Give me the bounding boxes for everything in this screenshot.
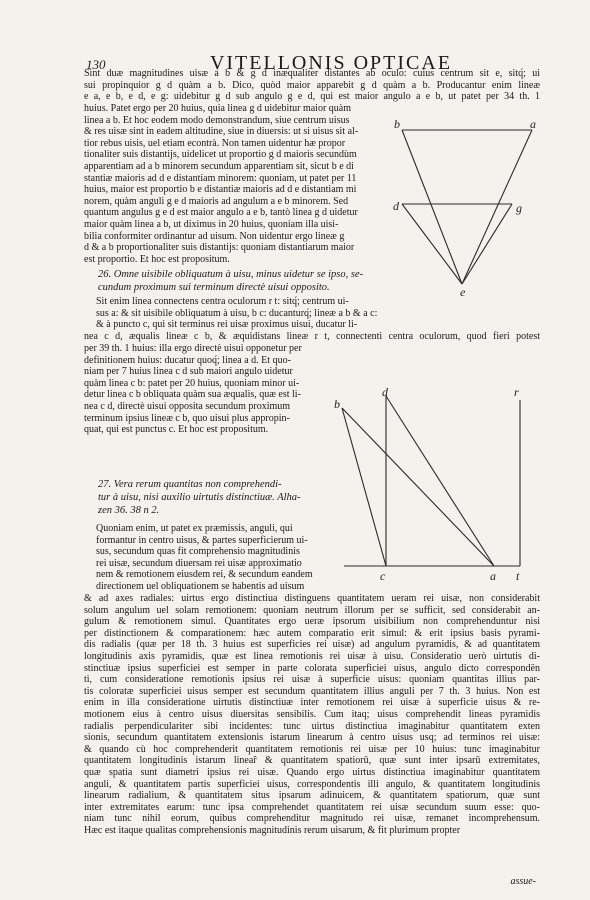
block2-full-line — [84, 331, 540, 343]
text-line: linearum radialium, & quantitatem situs ipsarum adinuicem, & quantitatem spatiorum, quæ sunt — [84, 790, 540, 802]
text-line: per 39 th. 1 huius: illa ergo directè uisui opponetur per — [84, 343, 302, 354]
text-line: nea c d, directè uisui opposita secundum proximum — [84, 400, 291, 412]
text-line: d & a b proportionaliter suis distantijs: quoniam distantiarum maior — [84, 242, 355, 254]
line-d-a — [386, 396, 494, 566]
text-line: apparentiam ad a b minorem secundum apparentiam sit, sicut b e di — [84, 160, 354, 172]
proposition-line: cundum proximum sui terminum directè uisui opposito. — [98, 282, 330, 293]
text-line: ti, cum consideratione remotionis ipsius rei uisæ à superficie uisus: quoniam quantitas illius par- — [84, 674, 540, 686]
block4-full-width — [84, 593, 540, 836]
proposition-27 — [98, 478, 338, 517]
text-line: nem & remotionem eiusdem rei, & secundum eandem — [96, 569, 313, 581]
text-line: maior quàm linea a b, ut diximus in 20 huius, quoniam illa uisi- — [84, 218, 339, 230]
text-line: sus, secundum quas fit comprehensio magnitudinis — [96, 546, 300, 558]
label-e: e — [460, 285, 466, 298]
text-line: motionem eius à centro uisus diuersitas sensibilis. Cum itaq; uisus comprehendit lineas pyramidis — [84, 708, 540, 720]
text-line: quæ spatia sunt diametri ipsius rei uisæ. Quando ergo uirtus distinctiua imaginabitur quantitatem — [84, 766, 540, 778]
text-line: gulum & remotionem simul. Quantitates ergo ueræ ipsorum uisibilium non comprehenduntur nisi — [84, 616, 540, 628]
block1-column — [84, 103, 396, 265]
block2-lines-a — [96, 296, 396, 331]
text-line: quàm linea c b: patet per 20 huius, quoniam minor ui- — [84, 377, 300, 389]
text-line: directionem uel obliquationem se habentis ad uisum — [96, 580, 305, 592]
line-g-e — [462, 204, 512, 284]
running-head: VITELLONIS OPTICAE — [209, 52, 453, 74]
text-line: & res uisæ sint in eadem altitudine, siue in diuersis: ut si uisus sit al- — [84, 126, 359, 138]
text-line: radialis perpendiculariter sibi incidentes: tunc uirtus distinctiua imaginabitur quantitatem exten — [84, 720, 540, 732]
text-line: longitudinis axis pyramidis, quæ est linea remotionis rei uisæ à uisu. Consideratio uerò uirtutis di- — [84, 650, 540, 662]
line-b-e — [402, 130, 462, 284]
text-line: terminum ipsius lineæ c b, quo uisui plus appropin- — [84, 412, 290, 424]
catchword: assue- — [510, 876, 536, 887]
line-b-a — [342, 408, 494, 566]
label-t: t — [516, 569, 520, 582]
text-line: detur linea c b obliquata quàm sua æqualis, quæ est li- — [84, 389, 301, 401]
label-b: b — [334, 397, 340, 411]
text-line: sionis, secundum quantitatem extensionis istarum linearum à centro uisus usq; ad terminos rei uisæ: — [84, 732, 540, 744]
text-line: enim in illa consideratione uirtutis distinctiuæ inter remotionem rei uisæ à superficie uisus & re- — [84, 697, 540, 709]
intro-full-lines — [84, 68, 540, 103]
text-line: dis radialis (quæ per 18 th. 3 huius est superficies rei uisæ) ad angulum pyramidis, & ad quantitatem — [84, 639, 540, 651]
text-line: sus a: & sit uisibile obliquatum à uisu, b c: ducanturq́; lineæ a b & a c: — [96, 307, 378, 319]
text-line: solum angulum uel solam remotionem: quoniam neutrum illorum per se sufficit, sed considerabit an- — [84, 604, 540, 616]
line-d-e — [402, 204, 462, 284]
text-line: quat, qui est punctus c. Et hoc est propositum. — [84, 424, 269, 436]
proposition-line: tur à uisu, nisi auxilio uirtutis distinctiuæ. Alha- — [98, 492, 301, 503]
text-line: tior rebus uisis, uel etiam econtrà. Non tamen uidentur hæ propor — [84, 137, 346, 149]
text-line: norem, quàm anguli g e d maioris ad angulum a e b minorem. Sed — [84, 195, 349, 207]
text-line: sui propinquior g d quàm a b. Dico, quòd maior apparebit g d quàm a b. Producantur enim lineæ — [84, 79, 540, 91]
block3-column — [96, 523, 336, 593]
text-line: e a, e b, e d, e g: uidebitur g d sub angulo g e d, qui est maior angulo a e b, ut patet per 34 th. 1 — [84, 91, 540, 103]
proposition-26 — [98, 268, 398, 294]
figure-2-diagram — [334, 386, 530, 582]
label-a: a — [490, 569, 496, 582]
label-d: d — [382, 386, 388, 399]
text-line: Quoniam enim, ut patet ex præmissis, anguli, qui — [96, 523, 293, 534]
block2-lines-b — [84, 343, 334, 436]
text-line: tis coloratæ superficiei uisus semper est secundum quantitatem illius anguli per 7 th. 3 huius. Non est — [84, 685, 540, 697]
text-line: per distinctionem & comparationem: hæc autem comparatio erit simul: & erit ipsius basis pyrami- — [84, 627, 540, 639]
text-line: est proportio. Et hoc est propositum. — [84, 253, 230, 265]
figure-1-diagram — [392, 118, 542, 298]
text-line: bilia conformiter ordinantur ad uisum. Non uidentur ergo lineæ g — [84, 230, 345, 242]
label-g: g — [516, 201, 522, 215]
page-number: 130 — [86, 57, 106, 72]
line-b-c — [342, 408, 386, 566]
text-line: huius. Patet ergo per 20 huius, quia linea g d uidebitur maior quàm — [84, 103, 351, 114]
label-r: r — [514, 386, 519, 399]
text-line: Hæc est itaque qualitas comprehensionis magnitudinis rerum uisarum, & fit plurimum propter — [84, 824, 461, 836]
text-line: stinctiuæ ipsius superficiei est semper in parte colorata superficiei uisus, angulo dicto correspondën — [84, 662, 540, 674]
text-line: quantum angulus g e d est maior angulo a e b, tantò linea g d uidetur — [84, 207, 358, 219]
text-line: & à puncto c, qui sit terminus rei uisæ proximus uisui, ducatur li- — [96, 319, 358, 331]
text-line: & ad axes radiales: uirtus ergo distinctiua distinguens quantitatem ueram rei uisæ, non considerabit — [84, 593, 540, 604]
label-d: d — [393, 199, 399, 213]
text-line: anguli, & quantitatem partis superficiei uisus, correspondentis illi angulo, & quantitatem longitudinis — [84, 778, 540, 790]
text-line: niam tunc nihil eorum, quibus comprehenditur magnitudo rei uisæ, remanet incomprehensum. — [84, 813, 540, 825]
text-line: definitionem huius: ducatur quoq́; linea a d. Et quo- — [84, 354, 291, 366]
text-line: quantitatem longitudinis istarum lineaȓ & quantitatem spatiorū, quæ sunt inter ipsarū extremitates, — [84, 755, 540, 767]
label-b: b — [394, 118, 400, 131]
text-line: huius, maior est proportio b e distantiæ maioris ad d e distantiam mi — [84, 184, 357, 196]
proposition-line: 26. Omne uisibile obliquatum à uisu, minus uidetur se ipso, se- — [98, 269, 364, 280]
label-a: a — [530, 118, 536, 131]
proposition-line: zen 36. 38 n 2. — [98, 505, 160, 516]
proposition-line: 27. Vera rerum quantitas non comprehendi- — [98, 479, 282, 490]
text-line: linea a b. Et hoc eodem modo demonstrandum, siue centrum uisus — [84, 114, 350, 126]
label-c: c — [380, 569, 386, 582]
text-line: nea c d, æqualis lineæ c b, & æquidistans lineæ r t, connectenti centra oculorum, quod fieri potest — [84, 331, 540, 342]
text-line: tionaliter suis distantijs, uidelicet ut proportio g d maioris secundùm — [84, 149, 357, 161]
text-line: niam per 7 huius linea c d sub maiori angulo uidetur — [84, 366, 293, 378]
text-line: stantiæ maioris ad d e distantiam minorem: quoniam, ut patet per 11 — [84, 172, 357, 184]
text-line: formantur in centro uisus, & partes superficierum ui- — [96, 534, 308, 546]
text-line: Sint duæ magnitudines uisæ a b & g d inæqualiter distantes ab oculo: cuius centrum sit e, sitq́; ui — [84, 68, 540, 79]
text-line: inter extremitates earum: tunc ipsa comprehendet quantitatem rei uisæ secundum suum esse: quo- — [84, 801, 540, 813]
text-line: Sit enim linea connectens centra oculorum r t: sitq́; centrum ui- — [96, 296, 349, 307]
text-line: & quando cù hoc comprehenderit quantitatem remotionis rei uisæ per 10 huius: tunc imaginabitur — [84, 743, 540, 755]
text-line: rei uisæ, secundum diuersam rei uisæ approximatio — [96, 557, 302, 569]
